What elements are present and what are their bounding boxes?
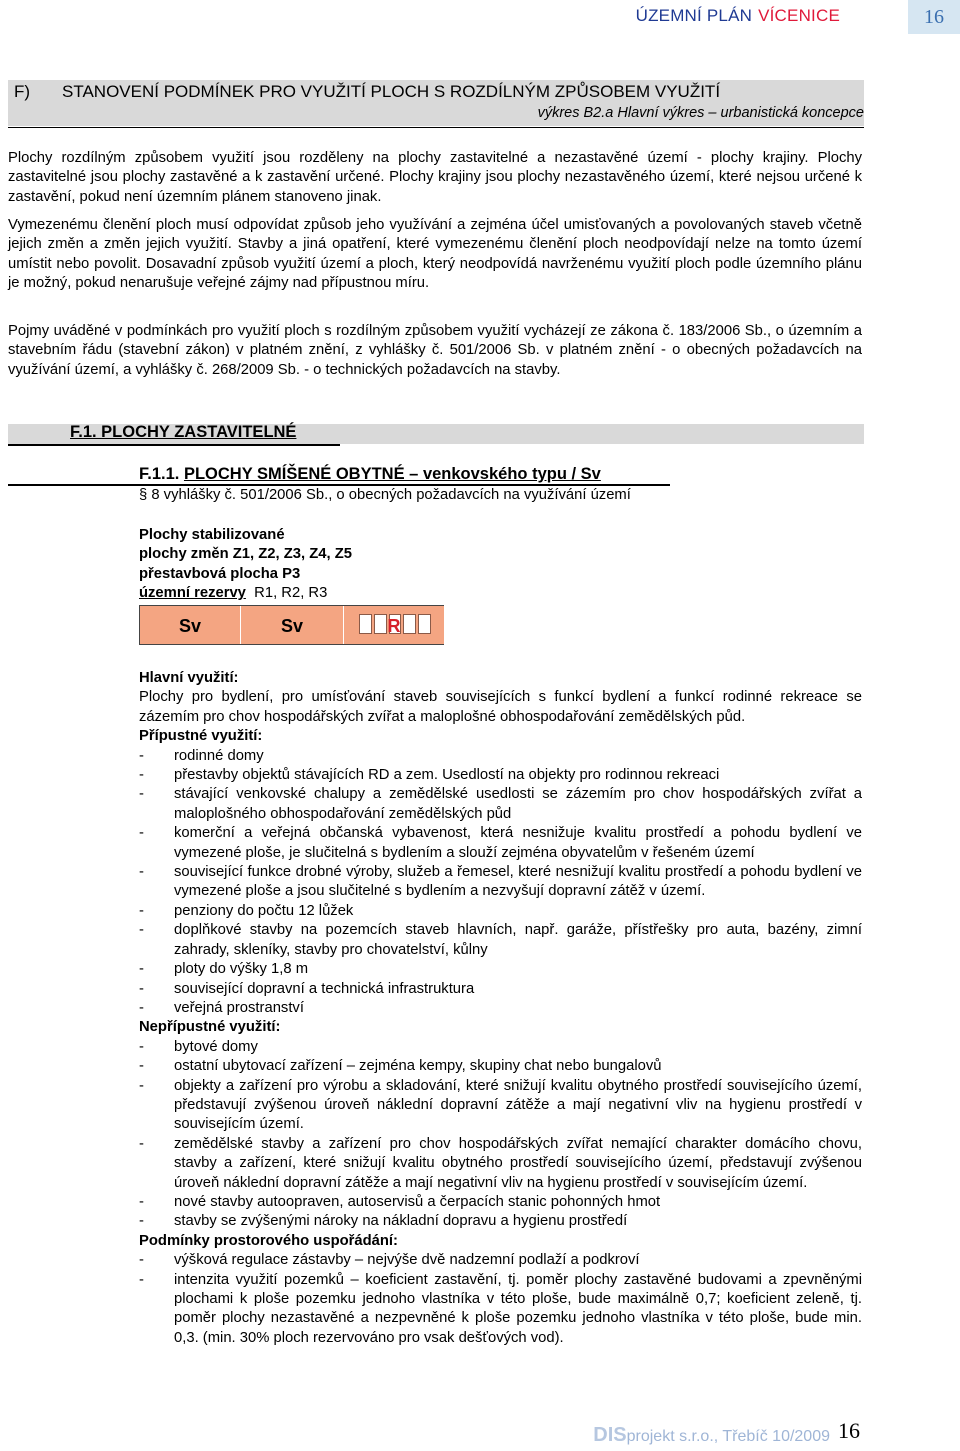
list-item [139,1038,862,1057]
prohibited-use-list [139,1038,862,1232]
list-item [139,902,862,921]
list-item [139,824,862,863]
list-bullet: - [139,922,144,939]
list-item [139,1057,862,1076]
list-item [139,1271,862,1349]
list-item [139,1212,862,1231]
subsection-title: F.1. PLOCHY ZASTAVITELNÉ [70,423,297,441]
subsubsection-description: § 8 vyhlášky č. 501/2006 Sb., o obecných požadavcích na využívání území [139,487,631,503]
state-rebuild: přestavbová plocha P3 [139,566,301,582]
list-bullet: - [139,767,144,784]
state-changes: plochy změn Z1, Z2, Z3, Z4, Z5 [139,546,352,562]
list-bullet: - [139,864,144,881]
legend-changes [241,606,343,644]
section-divider [8,127,864,128]
list-item-text: nové stavby autoopraven, autoservisů a čerpacích stanic pohonných hmot [174,1193,661,1210]
list-item-text: zemědělské stavby a zařízení pro chov hospodářských zvířat nemající charakter domácího chovu, stavby a zařízení, které snižují kvalitu obytného prostředí souvisejícího území, představují zvýšenou úroveň náklední dopravní zátěže a mají negativní vliv na hygienu prostředí v souvisejícím území. [174,1135,862,1191]
list-item-text: penziony do počtu 12 lůžek [174,902,354,919]
list-bullet: - [139,1058,144,1075]
list-item-text: objekty a zařízení pro výrobu a skladování, které snižují kvalitu obytného prostředí souvisejícího území, představují zvýšenou úroveň náklední dopravní zátěže a mají negativní vliv na hygienu prostředí v souvisejícím území. [174,1077,862,1133]
footer-company-rest: projekt s.r.o., Třebíč 10/2009 [626,1428,830,1445]
list-item-text: intenzita využití pozemků – koeficient zastavění, tj. poměr plochy zastavěné budovami a zpevněnými plochami k ploše pozemku jednoho vlastníka v této ploše, bude maximálně 0,7; koeficient zeleně, tj. poměr plochy nezastavěné a nezpevněné k ploše pozemku jednoho vlastníka v této ploše, bude min. 0,3. (min. 30% ploch rezervováno pro vsak dešťových vod). [174,1271,862,1346]
list-item [139,785,862,824]
list-bullet: - [139,980,144,997]
footer-company-bold: DIS [593,1424,627,1446]
list-bullet: - [139,1193,144,1210]
list-item-text: ostatní ubytovací zařízení – zejména kempy, skupiny chat nebo bungalovů [174,1058,662,1075]
subsubsection-number: F.1.1. [139,465,180,483]
list-item [139,1077,862,1135]
legend-stabilized [140,606,240,644]
main-use-text: Plochy pro bydlení, pro umísťování staveb souvisejících s funkcí bydlení a funkcí rodinné rekreace se zázemím pro chov hospodářských zvířat a maloplošné obhospodařování zemědělských půd. [139,689,862,725]
list-bullet: - [139,825,144,842]
paragraph-2: Vymezenému členění ploch musí odpovídat způsob jeho využívání a zejména účel umisťovaných a povolovaných staveb včetně jejich změn a změn jejich využití. Stavby a jiná opatření, které vymezenému členění ploch neodpovídají nelze na tomto území umístit nebo povolit. Dosavadní způsob využití území a ploch, který neodpovídá navrženému využití ploch podle územního plánu je možný, pokud nenarušuje veřejné zájmy nad přípustnou míru. [8,217,862,292]
permitted-use-heading: Přípustné využití: [139,728,263,745]
header-page-number: 16 [908,0,960,34]
list-bullet: - [139,1038,144,1055]
list-item [139,1135,862,1193]
list-bullet: - [139,1271,144,1288]
list-item [139,747,862,766]
list-item-text: přestavby objektů stávajících RD a zem. Usedlostí na objekty pro rodinnou rekreaci [174,767,720,784]
list-item [139,1193,862,1212]
list-item-text: stavby se zvýšenými nároky na nákladní dopravu a hygienu prostředí [174,1213,628,1230]
regulations-body [139,669,862,1348]
list-item-text: související funkce drobné výroby, služeb a řemesel, které nesnižují kvalitu prostředí a pohodu bydlení ve vymezené ploše a jsou slučitelné s bydlením a nezvyšují dopravní zátěž v území. [174,864,862,900]
list-bullet: - [139,999,144,1016]
prohibited-use-heading: Nepřípustné využití: [139,1019,281,1036]
list-bullet: - [139,747,144,764]
section-title-text: STANOVENÍ PODMÍNEK PRO VYUŽITÍ PLOCH S ROZDÍLNÝM ZPŮSOBEM VYUŽITÍ [62,82,721,101]
legend-label: Sv [280,616,304,636]
list-item [139,960,862,979]
list-item-text: související dopravní a technická infrastruktura [174,980,475,997]
list-item [139,766,862,785]
legend-label: Sv [178,616,202,636]
list-item-text: veřejná prostranství [174,999,304,1016]
list-bullet: - [139,1252,144,1269]
state-reserves-values: R1, R2, R3 [254,585,328,601]
state-reserves [139,584,327,603]
list-item [139,980,862,999]
section-title [14,82,864,102]
list-item-text: komerční a veřejná občanská vybavenost, která nesnižuje kvalitu prostředí a pohodu bydlení ve vymezené ploše, je slučitelná s bydlením a slouží zejména obyvatelům v řešeném území [174,825,862,861]
footer-page-number: 16 [838,1418,860,1443]
page-header [0,0,960,34]
list-bullet: - [139,1135,144,1152]
header-title-village: VÍCENICE [758,6,840,25]
legend-reserve [344,606,444,644]
section-letter: F) [14,82,31,101]
main-use-heading: Hlavní využití: [139,670,239,686]
list-item-text: bytové domy [174,1038,258,1055]
list-item-text: rodinné domy [174,747,264,764]
list-item [139,1251,862,1270]
legend-strip [139,605,444,645]
subsubsection-title-text: PLOCHY SMÍŠENÉ OBYTNÉ – venkovského typu / Sv [183,465,601,483]
list-bullet: - [139,902,144,919]
list-item [139,999,862,1018]
list-bullet: - [139,1213,144,1230]
list-bullet: - [139,786,144,803]
list-item-text: doplňkové stavby na pozemcích staveb hlavních, např. garáže, přístřešky pro auta, bazény, zimní zahrady, skleníky, stavby pro chovatelství, kůlny [174,922,862,958]
header-title-plan: ÚZEMNÍ PLÁN [635,6,753,25]
header-title [636,6,840,26]
footer-company [593,1424,830,1447]
subsection-underline [8,444,340,446]
list-item-text: výšková regulace zástavby – nejvýše dvě nadzemní podlaží a podkroví [174,1252,640,1269]
subsubsection-title [139,465,601,484]
state-reserves-label: územní rezervy [139,585,246,601]
subsubsection-underline [8,484,670,486]
list-bullet: - [139,1077,144,1094]
section-subtitle: výkres B2.a Hlavní výkres – urbanistická koncepce [537,105,864,121]
paragraph-3: Pojmy uváděné v podmínkách pro využití ploch s rozdílným způsobem využití vycházejí ze zákona č. 183/2006 Sb., o územním a stavebním řádu (stavební zákon) v platném znění, z vyhlášky č. 501/2006 Sb. v platném znění - o obecných požadavcích na využívání území, a vyhlášky č. 268/2009 Sb. - o technických požadavcích na stavby. [8,323,862,378]
list-item [139,863,862,902]
state-stabilized: Plochy stabilizované [139,527,285,543]
spatial-conditions-list [139,1251,862,1348]
list-item-text: ploty do výšky 1,8 m [174,961,309,978]
list-item-text: stávající venkovské chalupy a zemědělské usedlosti se zázemím pro chov hospodářských zvířat a maloplošného obhospodařování zemědělských půd [174,786,862,822]
spatial-conditions-heading: Podmínky prostorového uspořádání: [139,1232,398,1249]
paragraph-1: Plochy rozdílným způsobem využití jsou rozděleny na plochy zastavitelné a nezastavěné území - plochy krajiny. Plochy zastavitelné jsou plochy zastavěné a k zastavění určené. Plochy krajiny jsou plochy nezastavěného území, které nejsou určené k zastavění, pokud není územním plánem stanoveno jinak. [8,150,862,205]
list-item [139,921,862,960]
legend-label: R [387,616,401,636]
list-bullet: - [139,961,144,978]
permitted-use-list [139,747,862,1019]
